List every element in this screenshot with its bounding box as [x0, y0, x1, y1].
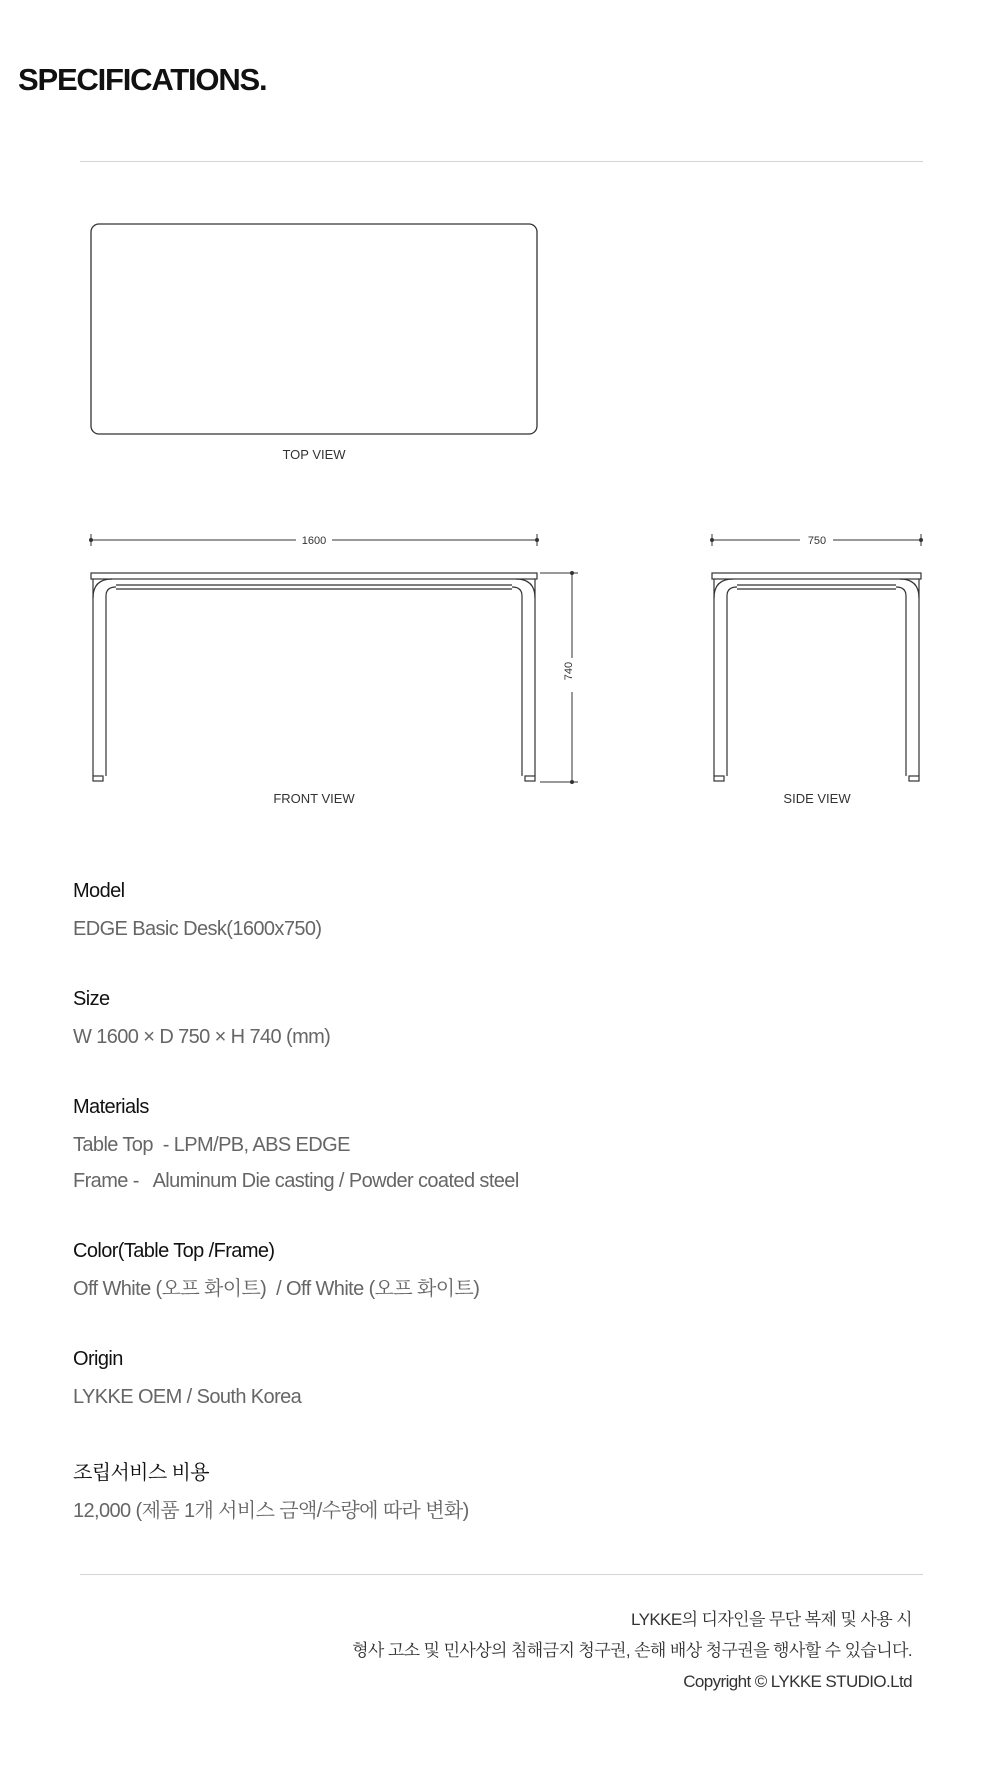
- front-view-label: FRONT VIEW: [273, 791, 355, 806]
- spec-color: [73, 1240, 479, 1307]
- spec-size-label: Size: [73, 988, 110, 1010]
- top-view-outline: [91, 224, 537, 434]
- spec-materials-line2: Frame - Aluminum Die casting / Powder coated steel: [73, 1170, 519, 1192]
- footer-line-2: 형사 고소 및 민사상의 침해금지 청구권, 손해 배상 청구권을 행사할 수 있습니다.: [352, 1641, 912, 1660]
- side-view-desk: [712, 573, 921, 781]
- spec-model: [73, 880, 321, 947]
- bottom-divider: [80, 1574, 923, 1575]
- spec-size: [73, 988, 330, 1055]
- spec-materials-line1: Table Top - LPM/PB, ABS EDGE: [73, 1134, 350, 1156]
- front-width-label: 1600: [301, 535, 327, 547]
- spec-origin: [73, 1348, 301, 1415]
- copyright-notice: [352, 1604, 912, 1697]
- spec-model-label: Model: [73, 880, 125, 902]
- front-height-label: 740: [563, 661, 575, 681]
- spec-origin-label: Origin: [73, 1348, 123, 1370]
- spec-materials-label: Materials: [73, 1096, 149, 1118]
- spec-color-value: Off White (오프 화이트) / Off White (오프 화이트): [73, 1278, 480, 1300]
- technical-drawing: [0, 0, 1000, 820]
- side-view-label: SIDE VIEW: [783, 791, 851, 806]
- spec-assembly: [73, 1456, 469, 1529]
- footer-line-3: Copyright © LYKKE STUDIO.Ltd: [683, 1672, 912, 1691]
- top-view-label: TOP VIEW: [282, 447, 346, 462]
- side-depth-label: 750: [807, 535, 827, 547]
- spec-assembly-value: 12,000 (제품 1개 서비스 금액/수량에 따라 변화): [73, 1500, 469, 1522]
- spec-assembly-label: 조립서비스 비용: [73, 1462, 209, 1484]
- spec-size-value: W 1600 × D 750 × H 740 (mm): [73, 1026, 331, 1048]
- spec-color-label: Color(Table Top /Frame): [73, 1240, 275, 1262]
- front-view-desk: [91, 573, 537, 781]
- footer-line-1: LYKKE의 디자인을 무단 복제 및 사용 시: [631, 1610, 912, 1629]
- spec-model-value: EDGE Basic Desk(1600x750): [73, 918, 322, 940]
- spec-materials: [73, 1096, 519, 1199]
- page-title: SPECIFICATIONS.: [18, 62, 267, 97]
- spec-origin-value: LYKKE OEM / South Korea: [73, 1386, 302, 1408]
